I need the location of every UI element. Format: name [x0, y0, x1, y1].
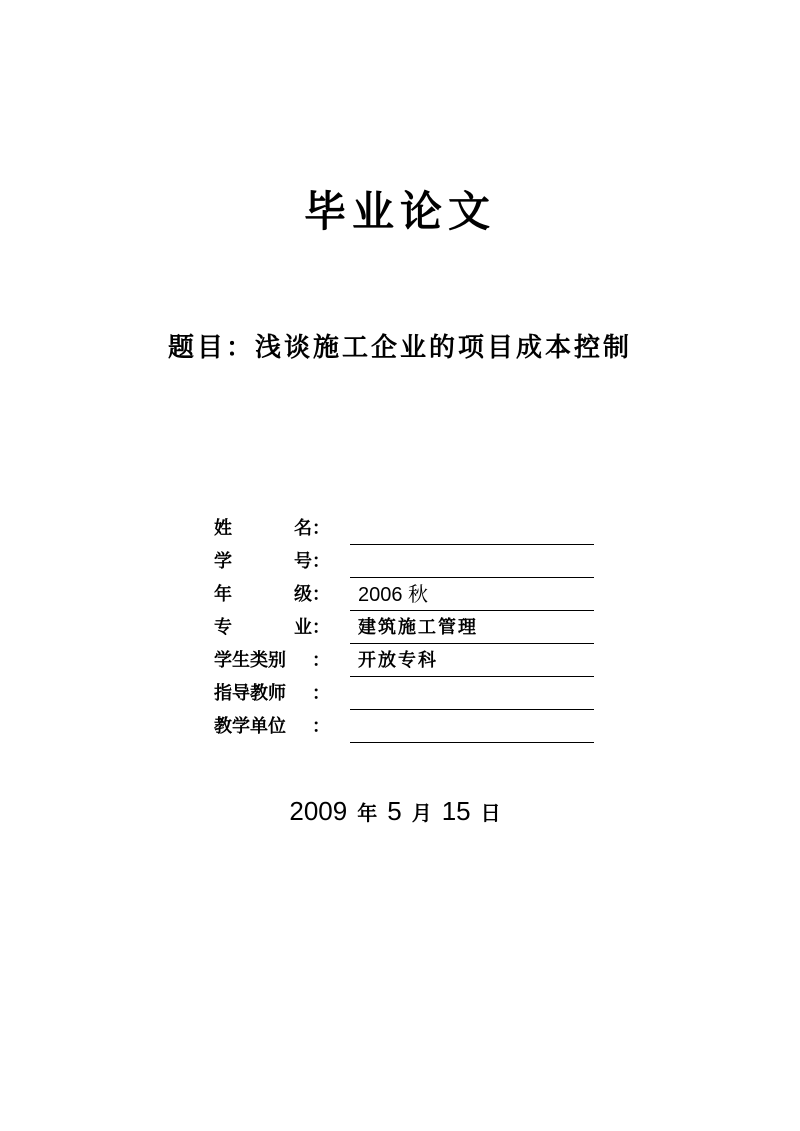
label-part: 学	[214, 551, 232, 572]
info-row-name	[214, 512, 604, 545]
thesis-subject	[0, 330, 800, 366]
date-month: 5	[387, 796, 402, 826]
major-field[interactable]: 建筑施工管理	[350, 614, 594, 644]
student-type-field[interactable]: 开放专科	[350, 647, 594, 677]
label-colon: ：	[312, 518, 330, 539]
label-part: 专	[214, 617, 232, 638]
subject-text: 浅谈施工企业的项目成本控制	[255, 333, 633, 363]
date-month-unit: 月	[411, 801, 432, 825]
label-part: 业	[294, 617, 312, 638]
info-row-student-id	[214, 545, 604, 578]
info-label	[214, 581, 330, 611]
student-info-table	[214, 512, 604, 743]
grade-field[interactable]: 2006 秋	[350, 581, 594, 611]
date-day: 15	[441, 796, 471, 826]
info-row-advisor	[214, 677, 604, 710]
label-part: 姓	[214, 518, 232, 539]
document-title: 毕业论文	[303, 187, 496, 236]
info-label	[214, 548, 330, 578]
label-colon: ：	[312, 584, 330, 605]
label-part: 年	[214, 584, 232, 605]
submission-date	[0, 794, 800, 830]
info-label	[214, 680, 330, 710]
label-part: 号	[294, 551, 312, 572]
teaching-unit-field[interactable]	[350, 713, 594, 743]
info-label	[214, 515, 330, 545]
date-year: 2009	[289, 796, 348, 826]
info-row-student-type	[214, 644, 604, 677]
date-day-unit: 日	[480, 801, 501, 825]
student-id-field[interactable]	[350, 548, 594, 578]
info-label	[214, 614, 330, 644]
advisor-field[interactable]	[350, 680, 594, 710]
label-part: 级	[294, 584, 312, 605]
label-colon: ：	[312, 683, 330, 704]
label-colon: ：	[312, 650, 330, 671]
info-row-grade	[214, 578, 604, 611]
label-part: 教学单位	[214, 716, 286, 737]
info-row-teaching-unit	[214, 710, 604, 743]
subject-label: 题目：	[167, 333, 255, 363]
label-colon: ：	[312, 551, 330, 572]
info-label	[214, 713, 330, 743]
label-colon: ：	[312, 617, 330, 638]
label-colon: ：	[312, 716, 330, 737]
date-year-unit: 年	[357, 801, 378, 825]
label-part: 学生类别	[214, 650, 286, 671]
info-row-major	[214, 611, 604, 644]
label-part: 名	[294, 518, 312, 539]
info-label	[214, 647, 330, 677]
name-field[interactable]	[350, 515, 594, 545]
label-part: 指导教师	[214, 683, 286, 704]
